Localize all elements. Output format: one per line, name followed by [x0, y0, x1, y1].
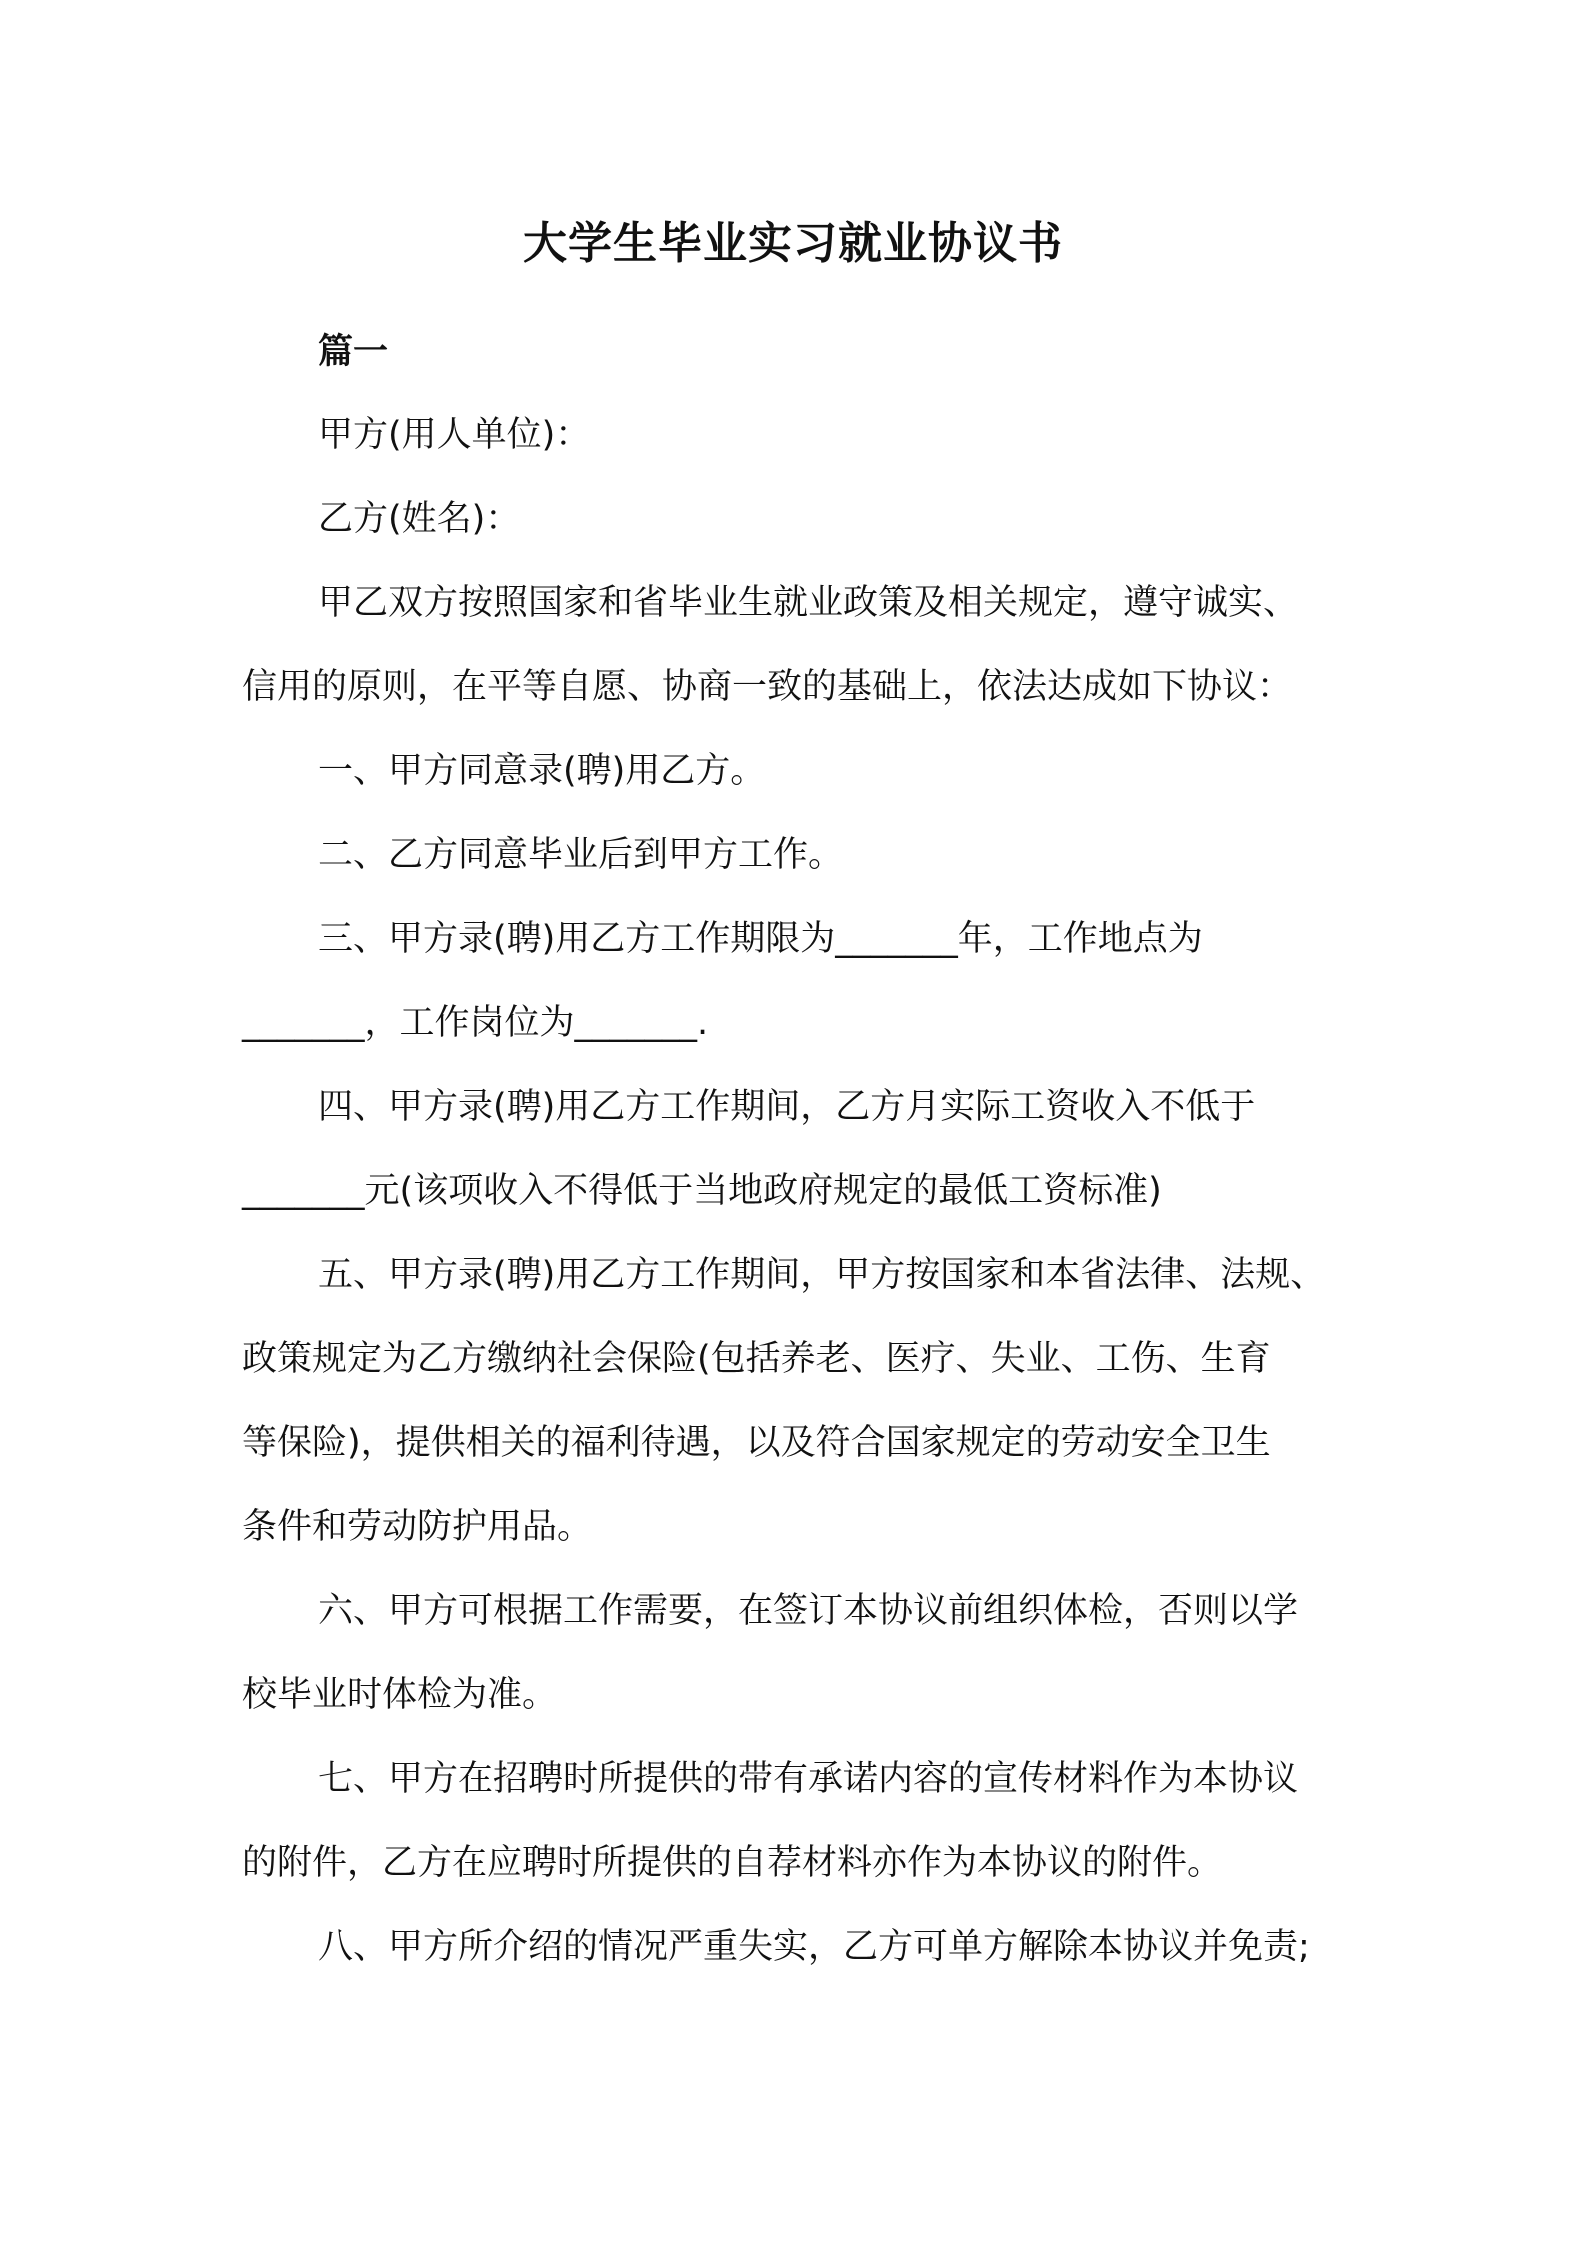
clause-2: 二、乙方同意毕业后到甲方工作。: [318, 835, 844, 875]
clause-4-line-1: 四、甲方录(聘)用乙方工作期间，乙方月实际工资收入不低于: [318, 1087, 1256, 1127]
party-b-line: 乙方(姓名)：: [318, 499, 521, 539]
clause-3-line-1: 三、甲方录(聘)用乙方工作期限为_______年，工作地点为: [318, 919, 1203, 959]
clause-3-line-2: _______，工作岗位为_______.: [242, 1003, 709, 1043]
clause-1: 一、甲方同意录(聘)用乙方。: [318, 751, 766, 791]
intro-line-1: 甲乙双方按照国家和省毕业生就业政策及相关规定，遵守诚实、: [318, 583, 1299, 623]
clause-4-line-2: _______元(该项收入不得低于当地政府规定的最低工资标准): [242, 1171, 1162, 1211]
intro-line-2: 信用的原则，在平等自愿、协商一致的基础上，依法达成如下协议：: [242, 667, 1293, 707]
clause-5-line-3: 等保险)，提供相关的福利待遇，以及符合国家规定的劳动安全卫生: [242, 1423, 1271, 1463]
section-heading: 篇一: [318, 332, 389, 372]
clause-6-line-2: 校毕业时体检为准。: [242, 1675, 558, 1715]
clause-5-line-1: 五、甲方录(聘)用乙方工作期间，甲方按国家和本省法律、法规、: [318, 1255, 1326, 1295]
document-title: 大学生毕业实习就业协议书: [523, 218, 1063, 269]
clause-6-line-1: 六、甲方可根据工作需要，在签订本协议前组织体检，否则以学: [318, 1591, 1299, 1631]
clause-7-line-2: 的附件，乙方在应聘时所提供的自荐材料亦作为本协议的附件。: [242, 1843, 1223, 1883]
clause-8: 八、甲方所介绍的情况严重失实，乙方可单方解除本协议并免责;: [318, 1927, 1310, 1967]
clause-5-line-2: 政策规定为乙方缴纳社会保险(包括养老、医疗、失业、工伤、生育: [242, 1339, 1271, 1379]
clause-5-line-4: 条件和劳动防护用品。: [242, 1507, 593, 1547]
clause-7-line-1: 七、甲方在招聘时所提供的带有承诺内容的宣传材料作为本协议: [318, 1759, 1299, 1799]
party-a-line: 甲方(用人单位)：: [318, 415, 591, 455]
